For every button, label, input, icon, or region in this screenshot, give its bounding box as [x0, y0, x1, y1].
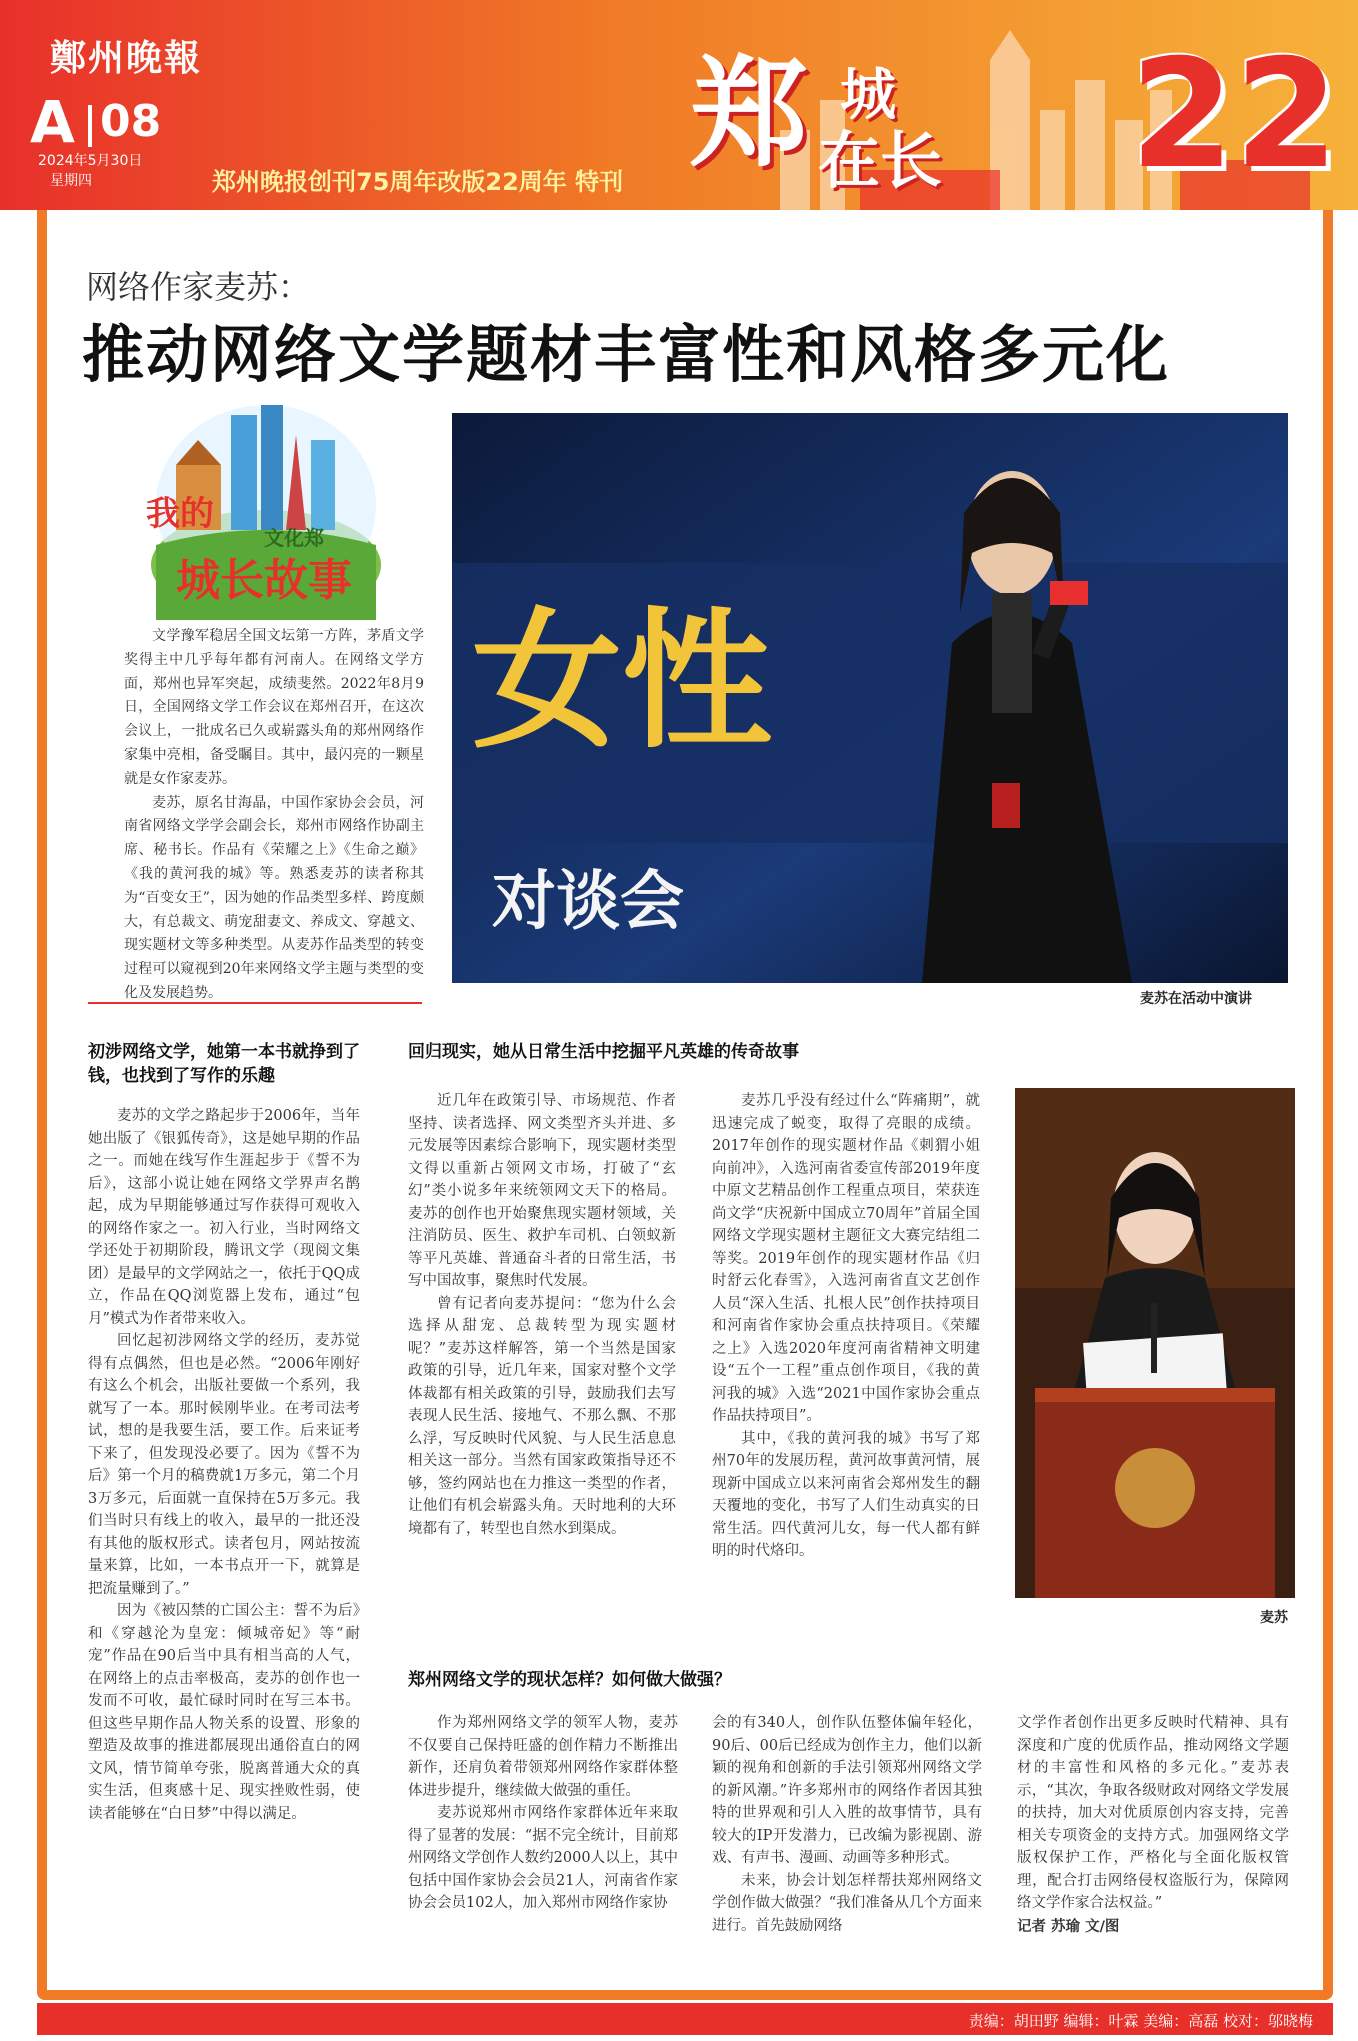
body-paragraph: 麦苏几乎没有经过什么“阵痛期”，就迅速完成了蜕变，取得了亮眼的成绩。2017年创作的现实题材作品《刺猬小姐向前冲》，入选河南省委宣传部2019年度中原文艺精品创作工程重点项目，荣获连尚文学“庆祝新中国成立70周年”首届全国网络文学现实题材主题征文大赛完结组二等奖。2019年创作的现实题材作品《归时舒云化春雪》，入选河南省直文艺创作人员“深入生活、扎根人民”创作扶持项目和河南省作家协会重点扶持项目。《荣耀之上》入选2020年度河南省精神文明建设“五个一工程”重点创作项目，《我的黄河我的城》入选“2021中国作家协会重点作品扶持项目”。 — [712, 1093, 980, 1424]
issue-date: 2024年5月30日 — [38, 153, 143, 169]
anniversary-number: 22 — [1130, 28, 1339, 202]
special-edition-banner: 郑州晚报创刊75周年改版22周年 特刊 — [212, 168, 624, 196]
page-header — [0, 0, 1358, 210]
body-paragraph: 回忆起初涉网络文学的经历，麦苏觉得有点偶然，但也是必然。“2006年刚好有这么个机会，出版社要做一个系列，我就写了一本。那时候刚毕业。在考司法考试，想的是我要生活，要工作。后来证考下来了，但发现没必要了。因为《誓不为后》第一个月的稿费就1万多元，第二个月3万多元，后面就一直保持在5万多元。我们当时只有线上的收入，最早的一批还没有其他的版权形式。读者包月，网站按流量来算，比如，一本书点开一下，就算是把流量赚到了。” — [88, 1333, 360, 1597]
page-section-letter: A — [30, 88, 75, 156]
section-heading: 初涉网络文学，她第一本书就挣到了钱，也找到了写作的乐趣 — [88, 1042, 360, 1086]
body-paragraph: 因为《被囚禁的亡国公主：誓不为后》和《穿越沦为皇宠：倾城帝妃》等“耐宠”作品在90后当中具有相当高的人气，在网络上的点击率极高，麦苏的创作也一发而不可收，最忙碌时同时在写三本书。但这些早期作品人物关系的设置、形象的塑造及故事的推进都展现出通俗直白的网文风，情节简单夸张，脱离普通大众的真实生活，但爽感十足、现实挫败性弱，使读者能够在“白日梦”中得以满足。 — [88, 1603, 360, 1822]
intro-paragraph: 文学豫军稳居全国文坛第一方阵，茅盾文学奖得主中几乎每年都有河南人。在网络文学方面，郑州也异军突起，成绩斐然。2022年8月9日，全国网络文学工作会议在郑州召开，在这次会议上，一批成名已久或崭露头角的郑州网络作家集中亮相，备受瞩目。其中，最闪亮的一颗星就是女作家麦苏。 — [124, 628, 424, 787]
brand-logo-top: 城 — [840, 63, 896, 128]
body-paragraph: 作为郑州网络文学的领军人物，麦苏不仅要自己保持旺盛的创作精力不断推出新作，还肩负着带领郑州网络作家群体整体进步提升，继续做大做强的重任。 — [408, 1715, 678, 1799]
body-paragraph: 麦苏的文学之路起步于2006年，当年她出版了《银狐传奇》，这是她早期的作品之一。而她在线写作生涯起步于《誓不为后》，这部小说让她在网络文学界声名鹊起，成为早期能够通过写作获得可观收入的网络作家之一。初入行业，当时网络文学还处于初期阶段，腾讯文学（现阅文集团）是最早的文学网站之一，依托于QQ成立，作品在QQ浏览器上发布，通过“包月”模式为作者带来收入。 — [88, 1108, 360, 1327]
my-city-story-logo — [136, 395, 386, 620]
body-paragraph: 近几年在政策引导、市场规范、作者坚持、读者选择、网文类型齐头并进、多元发展等因素综合影响下，现实题材类型文得以重新占领网文市场，打破了“玄幻”类小说多年来统领网文天下的格局。麦苏的创作也开始聚焦现实题材领域，关注消防员、医生、救护车司机、白领蚁新等平凡英雄、普通奋斗者的日常生活，书写中国故事，聚焦时代发展。 — [408, 1093, 676, 1289]
issue-weekday: 星期四 — [50, 173, 92, 189]
section2-column-2 — [712, 1090, 980, 1563]
body-paragraph: 麦苏说郑州市网络作家群体近年来取得了显著的发展：“据不完全统计，目前郑州网络文学创作人数约2000人以上，其中包括中国作家协会会员21人，河南省作家协会会员102人，加入郑州市网络作家协 — [408, 1805, 678, 1911]
section3-column-2 — [712, 1712, 982, 1937]
stage-screen-text: 女性 — [472, 595, 773, 769]
editor-credits: 责编：胡田野 编辑：叶霖 美编：高磊 校对：邬晓梅 — [37, 2003, 1333, 2035]
article-headline: 推动网络文学题材丰富性和风格多元化 — [82, 318, 1171, 391]
page-number: 08 — [100, 96, 162, 147]
body-paragraph: 未来，协会计划怎样帮扶郑州网络文学创作做大做强？“我们准备从几个方面来进行。首先鼓励网络 — [712, 1872, 982, 1934]
section1-column — [88, 1105, 360, 1825]
body-paragraph: 会的有340人，创作队伍整体偏年轻化，90后、00后已经成为创作主力，他们以新颖的视角和创新的手法引领郑州网络文学的新风潮。”许多郑州市的网络作者因其独特的世界观和引人入胜的故事情节，具有较大的IP开发潜力，已改编为影视剧、游戏、有声书、漫画、动画等多种形式。 — [712, 1715, 982, 1866]
section-heading: 回归现实，她从日常生活中挖掘平凡英雄的传奇故事 — [408, 1042, 799, 1062]
section3-column-1 — [408, 1712, 678, 1915]
speaker-stage-photo — [452, 413, 1288, 983]
byline: 记者 苏瑜 文/图 — [1017, 1918, 1120, 1935]
newspaper-name: 鄭州晚報 — [50, 37, 203, 79]
intro-divider — [88, 1002, 422, 1004]
brand-logo-bottom: 在长 — [818, 124, 943, 197]
section2-column-1 — [408, 1090, 676, 1540]
section3-column-3 — [1017, 1712, 1289, 1936]
body-paragraph: 曾有记者向麦苏提问：“您为什么会选择从甜宠、总裁转型为现实题材呢？”麦苏这样解答，第一个当然是国家政策的引导，近几年来，国家对整个文学体裁都有相关政策的引导，鼓励我们去写表现人民生活、接地气、不那么飘、不那么浮，写反映时代风貌、与人民生活息息相关这一部分。当然有国家政策指导还不够，签约网站也在力推这一类型的作者，让他们有机会崭露头角。天时地利的大环境都有了，转型也自然水到渠成。 — [408, 1295, 676, 1537]
body-paragraph: 文学作者创作出更多反映时代精神、具有深度和广度的优质作品，推动网络文学题材的丰富性和风格的多元化。”麦苏表示，“其次，争取各级财政对网络文学发展的扶持，加大对优质原创内容支持，完善相关专项资金的支持方式。加强网络文学版权保护工作，严格化与全面化版权管理，配合打击网络侵权盗版行为，保障网络文学作家合法权益。” — [1017, 1715, 1289, 1911]
stage-screen-text-b: 对谈会 — [492, 865, 684, 939]
brand-logo-main: 郑 — [690, 45, 809, 183]
body-paragraph: 其中，《我的黄河我的城》书写了郑州70年的发展历程，黄河故事黄河情，展现新中国成立以来河南省会郑州发生的翻天覆地的变化，书写了人们生动真实的日常生活。四代黄河儿女，每一代人都有鲜明的时代烙印。 — [712, 1430, 980, 1559]
speaker-podium-photo — [1015, 1088, 1295, 1598]
logo-text-tag: 文化郑 — [264, 526, 324, 550]
intro-paragraph: 麦苏，原名甘海晶，中国作家协会会员，河南省网络文学学会副会长，郑州市网络作协副主席、秘书长。作品有《荣耀之上》《生命之巅》《我的黄河我的城》等。熟悉麦苏的读者称其为“百变女王”，因为她的作品类型多样、跨度颇大，有总裁文、萌宠甜妻文、养成文、穿越文、现实题材文等多种类型。从麦苏作品类型的转变过程可以窥视到20年来网络文学主题与类型的变化及发展趋势。 — [124, 794, 424, 1001]
section-heading: 郑州网络文学的现状怎样？如何做大做强？ — [408, 1670, 731, 1690]
photo-caption: 麦苏 — [1260, 1610, 1288, 1626]
photo-caption: 麦苏在活动中演讲 — [1140, 991, 1252, 1007]
article-subtitle: 网络作家麦苏： — [86, 268, 311, 306]
logo-text-city-story: 城长故事 — [176, 555, 352, 606]
article-intro — [124, 625, 424, 1006]
logo-text-my: 我的 — [146, 494, 214, 534]
page-number-divider — [88, 105, 92, 147]
